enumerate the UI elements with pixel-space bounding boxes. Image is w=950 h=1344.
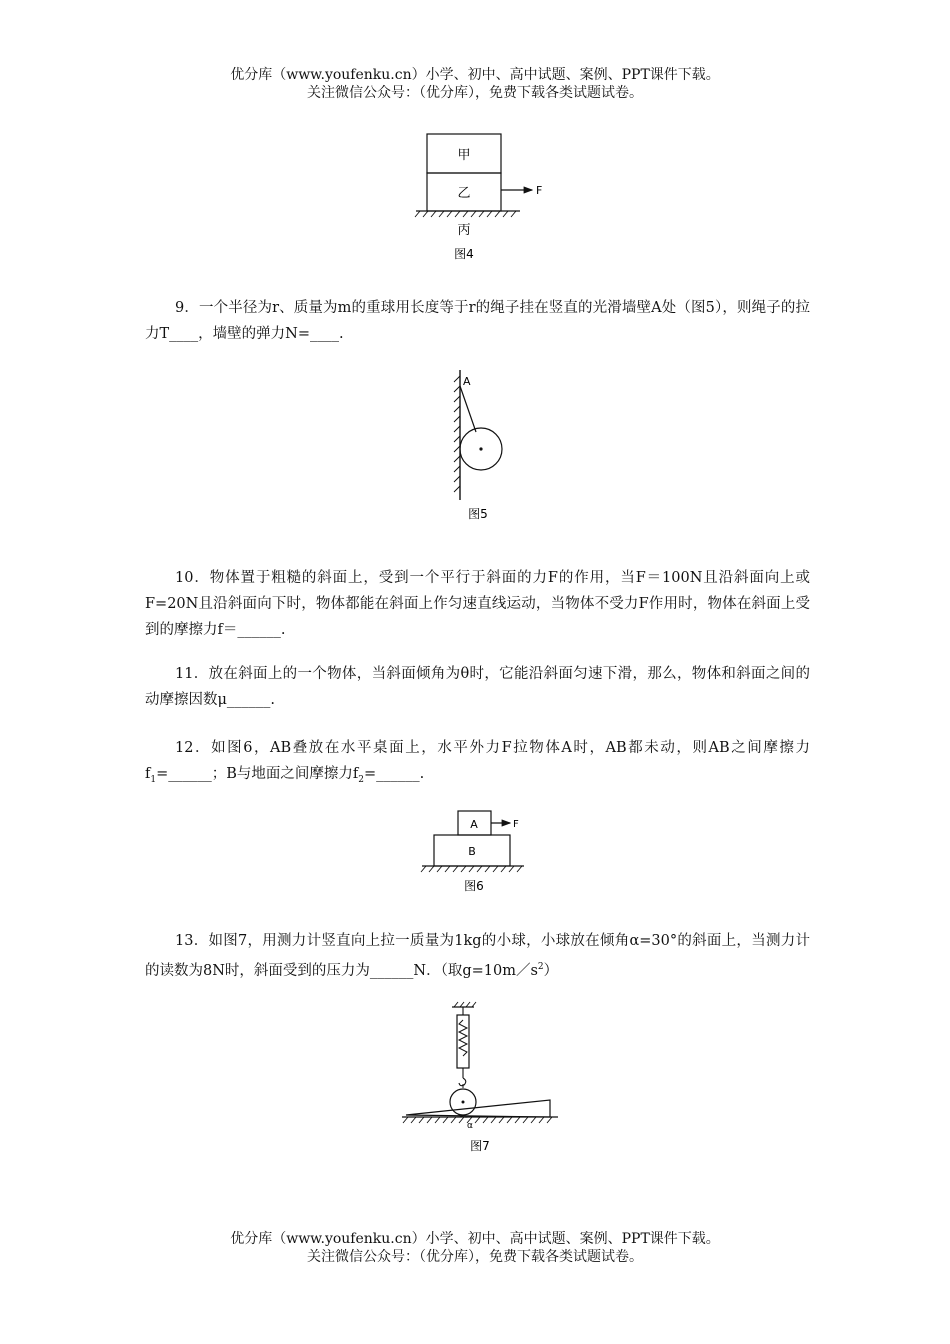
figure-7: [400, 1000, 560, 1160]
q12-sub-2: 2: [358, 774, 365, 785]
label-yi: 乙: [457, 186, 471, 201]
label-jia: 甲: [457, 148, 471, 163]
ceiling-hatch: [454, 1002, 476, 1007]
footer-line-1: 优分库（www.youfenku.cn）小学、初中、高中试题、案例、PPT课件下载。: [230, 1231, 720, 1247]
question-10: 10．物体置于粗糙的斜面上，受到一个平行于斜面的力F的作用，当F＝100N且沿斜面向上或F=20N且沿斜面向下时，物体都能在斜面上作匀速直线运动，当物体不受力F作用时，物体在斜面上受到的摩擦力f＝______.: [145, 570, 810, 638]
q12-text-1: 12．如图6，AB叠放在水平桌面上，水平外力F拉物体A时，AB都未动，则AB之间摩擦力f: [145, 740, 810, 782]
hook: [459, 1078, 466, 1086]
page-footer: [0, 1230, 950, 1266]
spring-coil: [459, 1020, 467, 1056]
wall-hatch: [454, 376, 460, 492]
figure-6-caption: 图6: [464, 879, 484, 893]
angle-label: α: [467, 1121, 473, 1131]
q12-text-2: =______；B与地面之间摩擦力f: [156, 766, 359, 782]
page-header: [0, 66, 950, 102]
block-b-label: B: [468, 845, 476, 858]
question-9: 9．一个半径为r、质量为m的重球用长度等于r的绳子挂在竖直的光滑墙壁A处（图5），则绳子的拉力T____，墙壁的弹力N=____.: [145, 300, 810, 342]
q13-text-2: ）: [543, 962, 559, 979]
ground-hatch: [403, 1117, 552, 1123]
q13-sup: 2: [537, 962, 544, 972]
question-12: [145, 735, 810, 793]
question-11: 11．放在斜面上的一个物体，当斜面倾角为θ时，它能沿斜面匀速下滑，那么，物体和斜面之间的动摩擦因数μ______.: [145, 666, 810, 708]
ball-center: [462, 1101, 465, 1104]
figure-7-caption: 图7: [470, 1139, 490, 1153]
figure-5-caption: 图5: [468, 507, 488, 521]
ball-center: [479, 447, 482, 450]
q13-text-1: 13．如图7，用测力计竖直向上拉一质量为1kg的小球，小球放在倾角α=30°的斜面上，当测力计的读数为8N时，斜面受到的压力为______N．（取g=10m／s: [145, 933, 810, 979]
header-line-2: 关注微信公众号：（优分库），免费下载各类试题试卷。: [307, 85, 643, 101]
figure-4: [410, 128, 560, 268]
q12-text-3: =______.: [364, 766, 425, 782]
point-a-label: A: [463, 375, 471, 388]
figure-6: [420, 806, 540, 898]
incline: [406, 1100, 550, 1117]
rope: [460, 386, 476, 432]
force-label: F: [536, 184, 543, 197]
footer-line-2: 关注微信公众号：（优分库），免费下载各类试题试卷。: [307, 1249, 643, 1265]
figure-4-caption: 图4: [454, 247, 474, 261]
ground-hatch: [421, 866, 522, 872]
q12-sub-1: 1: [150, 774, 157, 785]
question-13: [145, 928, 810, 984]
block-a-label: A: [470, 818, 478, 831]
figure-5: [440, 368, 520, 524]
ground-hatch: [415, 211, 516, 217]
label-bing: 丙: [457, 223, 471, 238]
header-line-1: 优分库（www.youfenku.cn）小学、初中、高中试题、案例、PPT课件下载。: [230, 67, 720, 83]
force-label: F: [513, 819, 519, 830]
